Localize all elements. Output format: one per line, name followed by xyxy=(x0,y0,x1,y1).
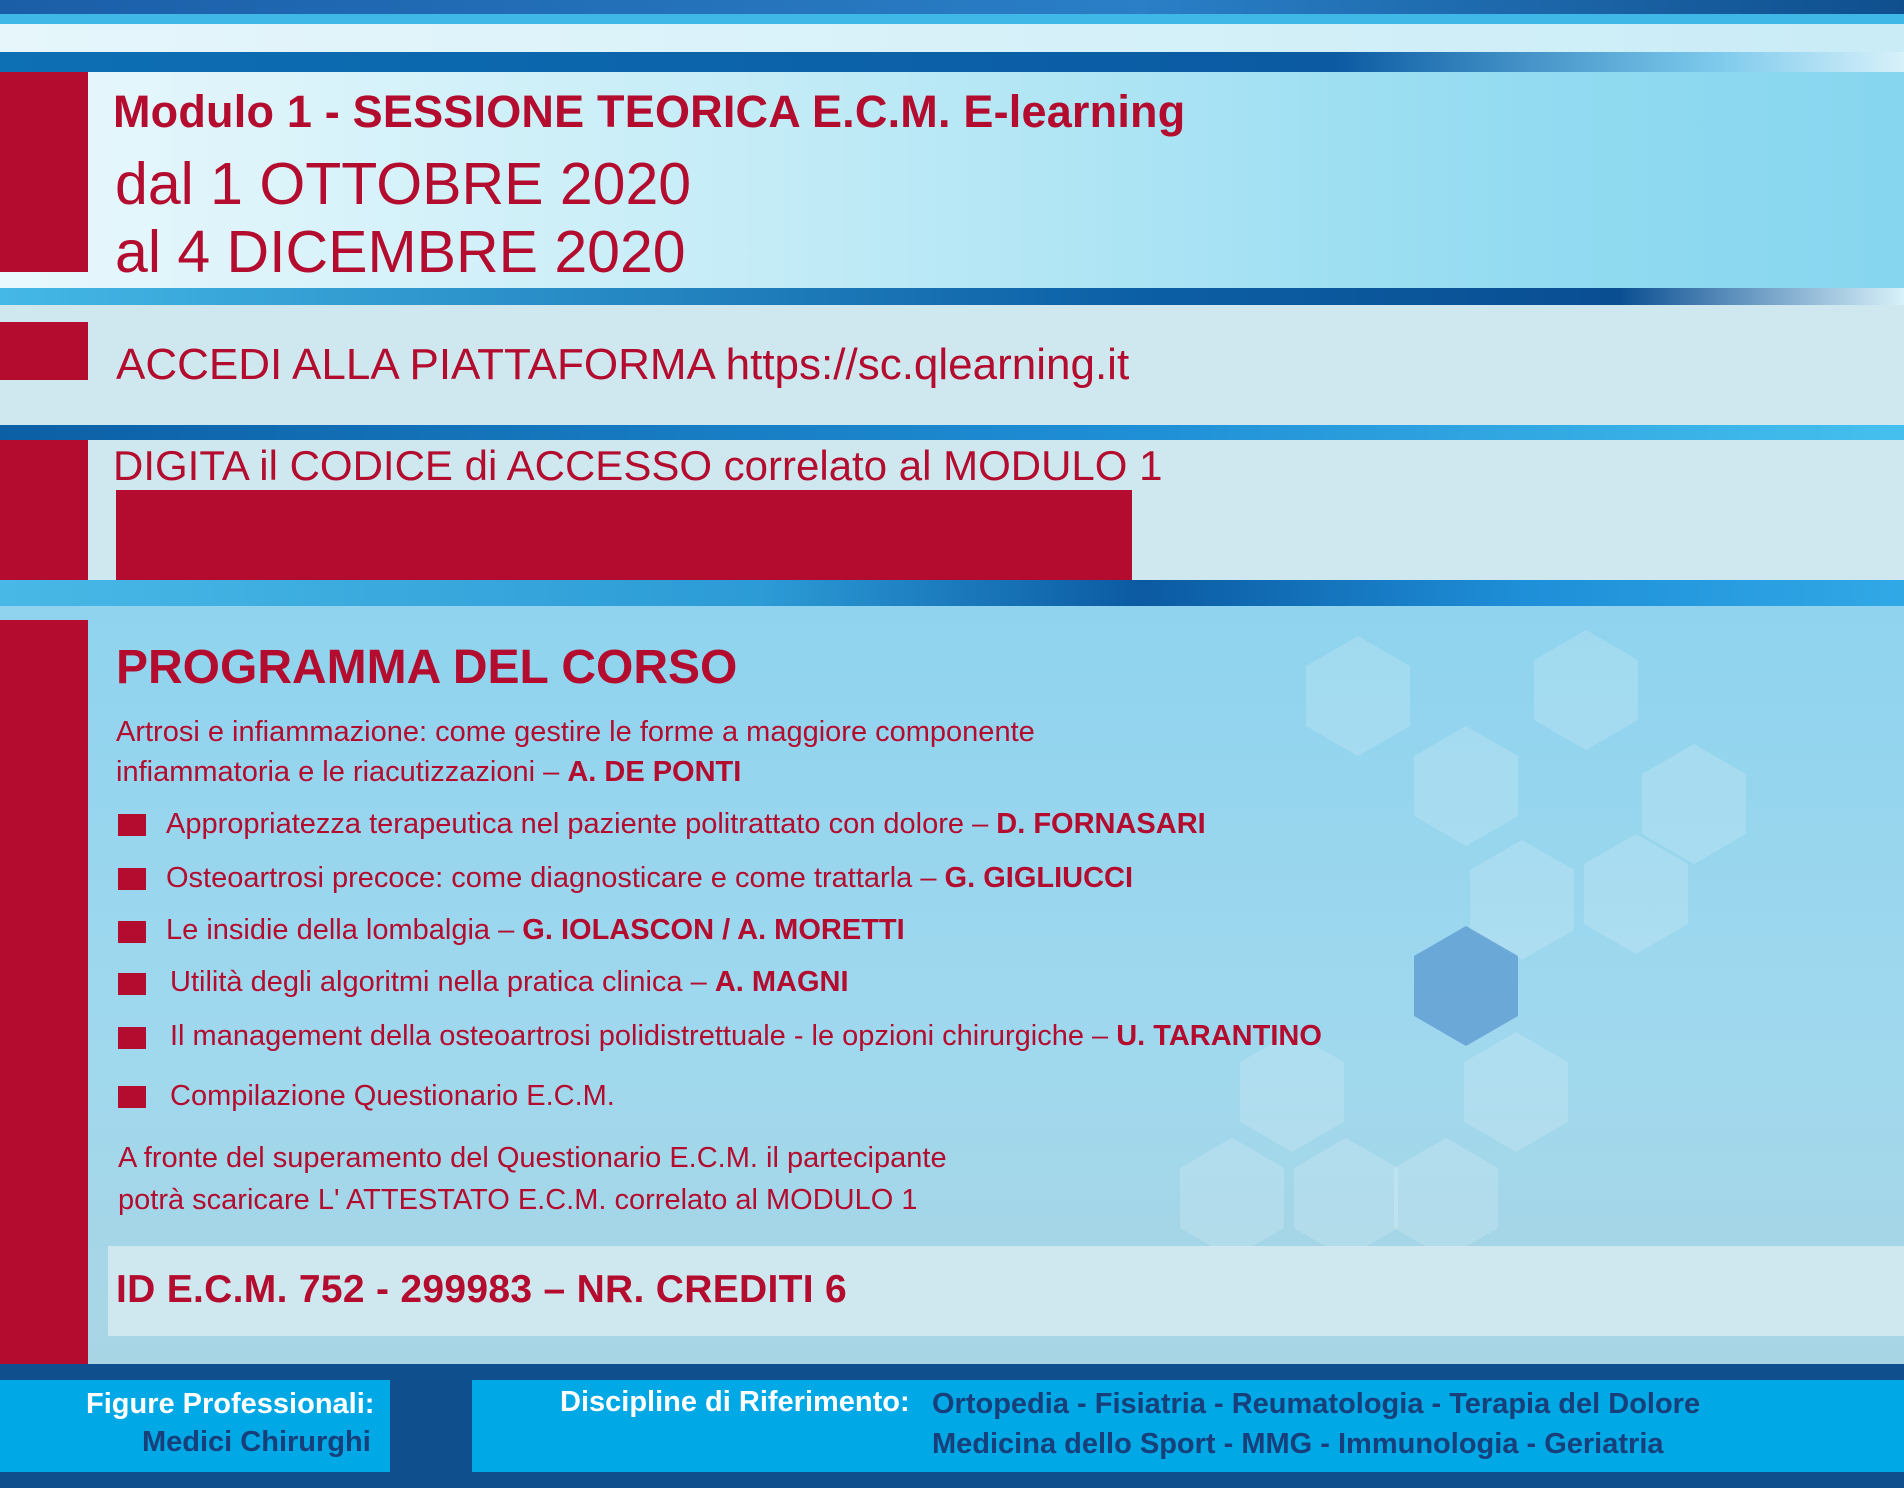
separator-stripe xyxy=(0,580,1904,606)
figures-label: Figure Professionali: xyxy=(86,1388,375,1420)
platform-link[interactable]: ACCEDI ALLA PIATTAFORMA https://sc.qlearning.it xyxy=(116,340,1130,389)
program-intro-line1: Artrosi e infiammazione: come gestire le forme a maggiore componente xyxy=(116,716,1035,748)
item-title: Le insidie della lombalgia – xyxy=(166,914,523,946)
item-title: Osteoartrosi precoce: come diagnosticare e come trattarla – xyxy=(166,862,945,894)
bullet-square xyxy=(118,1027,146,1049)
item-title: Utilità degli algoritmi nella pratica clinica – xyxy=(170,966,715,998)
hexagon-shape xyxy=(1584,834,1688,954)
list-item xyxy=(166,862,1133,895)
access-code-instructions: DIGITA il CODICE di ACCESSO correlato al MODULO 1 xyxy=(113,442,1163,489)
speaker-name: A. MAGNI xyxy=(714,966,849,998)
separator-stripe xyxy=(0,288,1904,305)
hexagon-shape xyxy=(1464,1032,1568,1152)
module-title: Modulo 1 - SESSIONE TEORICA E.C.M. E-learning xyxy=(113,86,1186,137)
program-intro-line2: infiammatoria e le riacutizzazioni – xyxy=(116,756,568,788)
list-item xyxy=(166,808,1206,841)
item-title: Il management della osteoartrosi polidistrettuale - le opzioni chirurgiche – xyxy=(170,1020,1117,1052)
date-to: al 4 DICEMBRE 2020 xyxy=(115,219,686,285)
speaker-name: A. DE PONTI xyxy=(567,756,742,788)
red-accent-bar xyxy=(0,322,88,380)
hexagon-shape xyxy=(1306,636,1410,756)
certificate-note-line1: A fronte del superamento del Questionario E.C.M. il partecipante xyxy=(118,1142,947,1174)
certificate-note-line2: potrà scaricare L' ATTESTATO E.C.M. correlato al MODULO 1 xyxy=(118,1184,918,1216)
list-item xyxy=(170,1020,1322,1053)
speaker-name: U. TARANTINO xyxy=(1116,1020,1322,1052)
program-intro xyxy=(116,756,741,789)
program-title: PROGRAMMA DEL CORSO xyxy=(116,641,738,694)
hexagon-shape xyxy=(1180,1138,1284,1258)
program-intro xyxy=(116,716,1035,749)
item-title: Appropriatezza terapeutica nel paziente politrattato con dolore – xyxy=(166,808,997,840)
figures-value: Medici Chirurghi xyxy=(142,1426,371,1458)
bullet-square xyxy=(118,973,146,995)
top-stripe xyxy=(0,24,1904,52)
disciplines-line2: Medicina dello Sport - MMG - Immunologia - Geriatria xyxy=(932,1428,1664,1460)
hexagon-shape xyxy=(1534,630,1638,750)
bullet-square xyxy=(118,814,146,836)
disciplines-label: Discipline di Riferimento: xyxy=(560,1386,910,1418)
red-accent-bar xyxy=(0,440,88,580)
disciplines-line1: Ortopedia - Fisiatria - Reumatologia - Terapia del Dolore xyxy=(932,1388,1701,1420)
hexagon-pattern xyxy=(1150,620,1750,1260)
list-item xyxy=(166,914,905,947)
hexagon-shape xyxy=(1414,726,1518,846)
date-from: dal 1 OTTOBRE 2020 xyxy=(115,151,692,217)
speaker-name: D. FORNASARI xyxy=(996,808,1206,840)
top-stripe xyxy=(0,52,1904,72)
speaker-name: G. GIGLIUCCI xyxy=(944,862,1134,894)
hexagon-shape xyxy=(1394,1138,1498,1258)
red-accent-bar xyxy=(0,620,88,1364)
list-item xyxy=(170,1080,615,1113)
top-stripe xyxy=(0,14,1904,24)
bullet-square xyxy=(118,921,146,943)
bullet-square xyxy=(118,1086,146,1108)
speaker-name: G. IOLASCON / A. MORETTI xyxy=(522,914,905,946)
bullet-square xyxy=(118,868,146,890)
separator-stripe xyxy=(0,425,1904,440)
hexagon-shape xyxy=(1642,744,1746,864)
hexagon-shape xyxy=(1294,1138,1398,1258)
list-item xyxy=(170,966,849,999)
top-stripe xyxy=(0,0,1904,14)
ecm-credits: ID E.C.M. 752 - 299983 – NR. CREDITI 6 xyxy=(116,1268,847,1311)
red-accent-bar xyxy=(0,72,88,272)
access-code-box xyxy=(116,490,1132,580)
item-title: Compilazione Questionario E.C.M. xyxy=(170,1080,615,1112)
